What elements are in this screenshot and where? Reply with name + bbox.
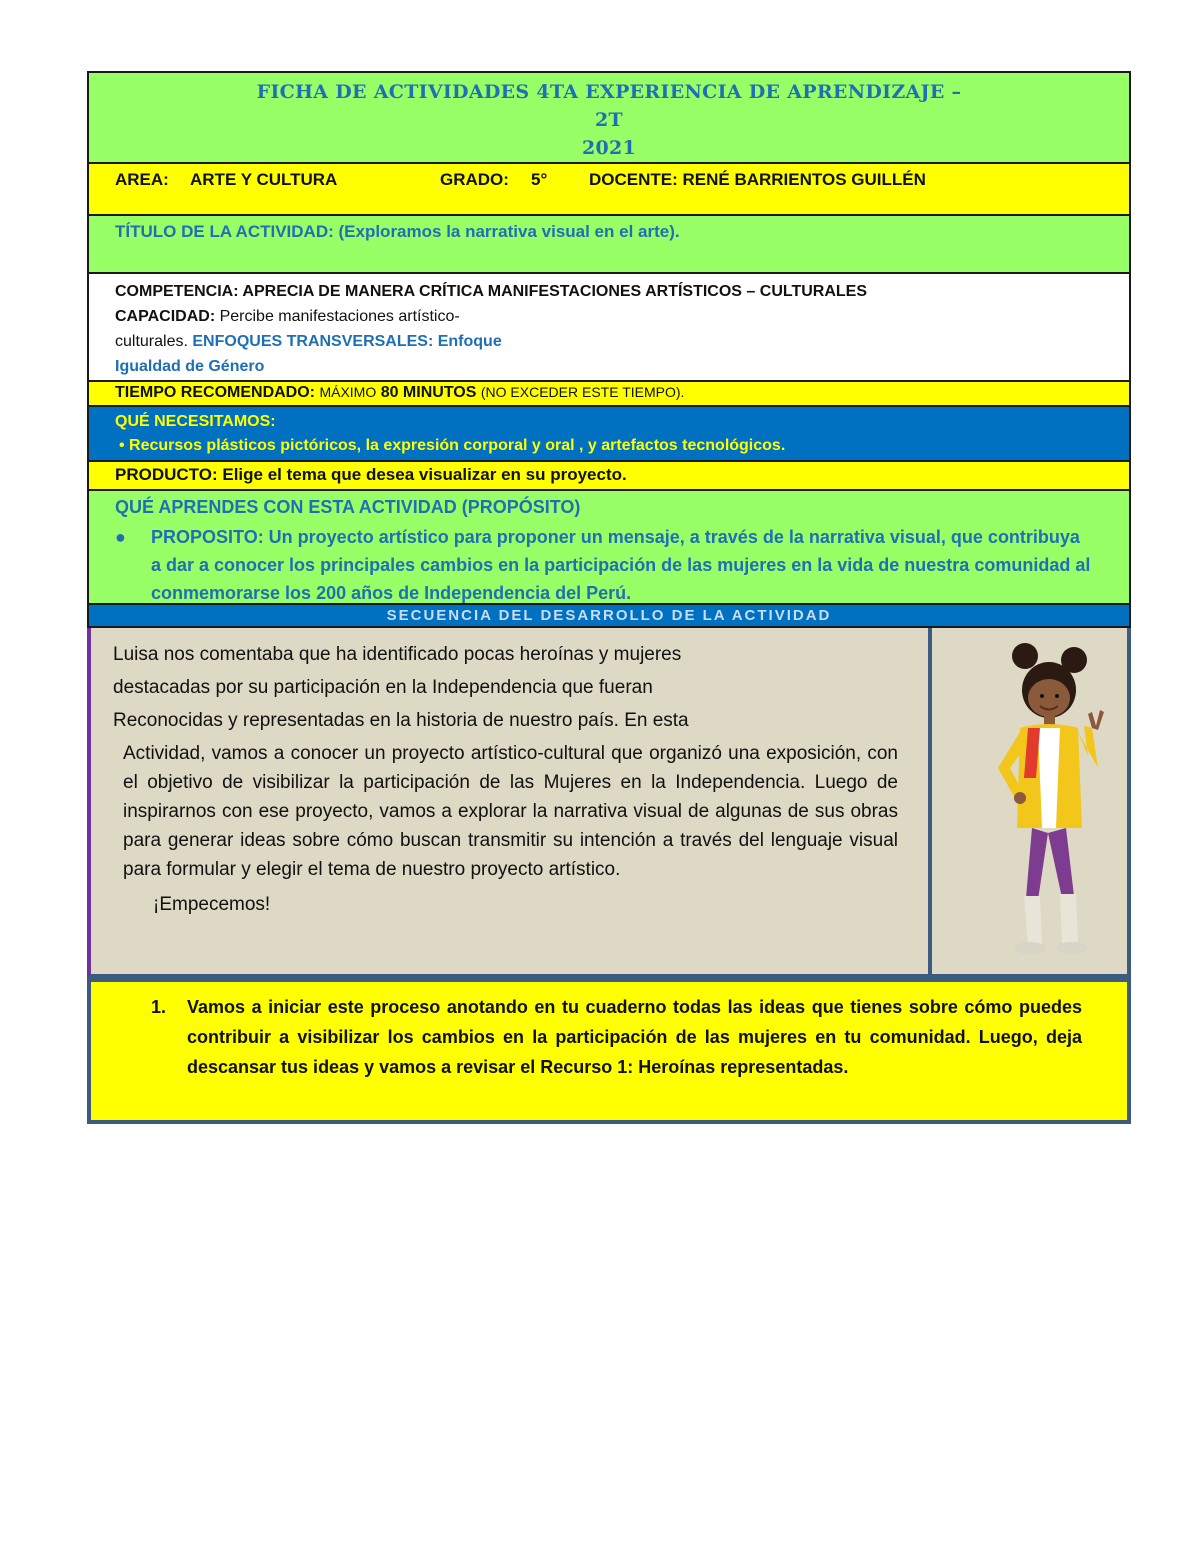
story-line-1: Luisa nos comentaba que ha identificado pocas heroínas y mujeres (113, 644, 682, 665)
tiempo-row (87, 382, 1131, 407)
tiempo-label: TIEMPO RECOMENDADO: (115, 384, 315, 401)
task-number: 1. (151, 997, 167, 1017)
enfoques-2: Igualdad de Género (115, 358, 265, 375)
capacidad-value-2: culturales. (115, 333, 188, 350)
capacidad-value: Percibe manifestaciones artístico- (219, 308, 460, 325)
meta-row (87, 164, 1131, 216)
area-value: ARTE Y CULTURA (190, 170, 338, 189)
grado-label: GRADO: (440, 170, 509, 189)
girl-character-icon (932, 628, 1127, 974)
competencia: COMPETENCIA: APRECIA DE MANERA CRÍTICA MANIFESTACIONES ARTÍSTICOS – CULTURALES (115, 283, 868, 300)
story-line-2: destacadas por su participación en la Independencia que fueran (113, 677, 653, 698)
task-text: Vamos a iniciar este proceso anotando en tu cuaderno todas las ideas que tienes sobre cómo puedes contribuir a visibilizar los cambios en la participación de las mujeres en tu comunidad. Luego, deja descansar tus ideas y vamos a revisar el Recurso 1: Heroínas representadas. (187, 997, 1082, 1077)
capacidad (115, 304, 1129, 329)
capacidad-label: CAPACIDAD: (115, 308, 216, 325)
title-line-2: 2T (595, 109, 623, 131)
docente: DOCENTE: RENÉ BARRIENTOS GUILLÉN (589, 170, 926, 189)
necesitamos-block (87, 407, 1131, 462)
necesitamos-item: • Recursos plásticos pictóricos, la expresión corporal y oral , y artefactos tecnológicos. (119, 437, 786, 454)
story-paragraph: Actividad, vamos a conocer un proyecto artístico-cultural que organizó una exposición, con el objetivo de visibilizar la participación de las Mujeres en la Independencia. Luego de inspirarnos con ese proyecto, vamos a explorar la narrativa visual de algunas de sus obras para generar ideas sobre cómo buscan transmitir su intención a través del lenguaje visual para formular y elegir el tema de nuestro proyecto artístico. (123, 743, 898, 880)
title-line-3: 2021 (581, 137, 637, 159)
activity-title: TÍTULO DE LA ACTIVIDAD: (Exploramos la narrativa visual en el arte). (87, 216, 1131, 274)
story-section (87, 628, 1131, 978)
tiempo-nota: (NO EXCEDER ESTE TIEMPO). (480, 384, 685, 400)
story-text (87, 628, 932, 978)
activity-sheet (87, 71, 1131, 1124)
proposito-text: PROPOSITO: Un proyecto artístico para proponer un mensaje, a través de la narrativa visual, que contribuya a dar a conocer los principales cambios en la participación de las mujeres en la vida de nuestra comunidad al conmemorarse los 200 años de Independencia del Perú. (151, 527, 1091, 603)
competencia-block (87, 274, 1131, 382)
aprendes-heading: QUÉ APRENDES CON ESTA ACTIVIDAD (PROPÓSITO) (115, 497, 581, 517)
enfoques: ENFOQUES TRANSVERSALES: Enfoque (192, 333, 502, 350)
grado-value: 5° (531, 170, 548, 189)
tiempo-maximo: MÁXIMO (319, 384, 377, 400)
necesitamos-heading: QUÉ NECESITAMOS: (115, 413, 276, 430)
girl-illustration (932, 628, 1131, 978)
story-line-3: Reconocidas y representadas en la historia de nuestro país. En esta (113, 710, 689, 731)
capacidad-cont (115, 329, 1129, 354)
producto-row: PRODUCTO: Elige el tema que desea visualizar en su proyecto. (87, 462, 1131, 491)
tiempo-minutos: 80 MINUTOS (380, 384, 477, 401)
story-start: ¡Empecemos! (153, 894, 271, 915)
area-label: AREA: (115, 170, 169, 189)
aprendes-block (87, 491, 1131, 605)
sheet-title (87, 71, 1131, 164)
bullet-icon: ● (115, 527, 126, 547)
proposito-item (115, 523, 1129, 607)
title-line-1: FICHA DE ACTIVIDADES 4TA EXPERIENCIA DE APRENDIZAJE – (256, 81, 962, 103)
task-1 (87, 978, 1131, 1124)
secuencia-heading: SECUENCIA DEL DESARROLLO DE LA ACTIVIDAD (87, 605, 1131, 628)
